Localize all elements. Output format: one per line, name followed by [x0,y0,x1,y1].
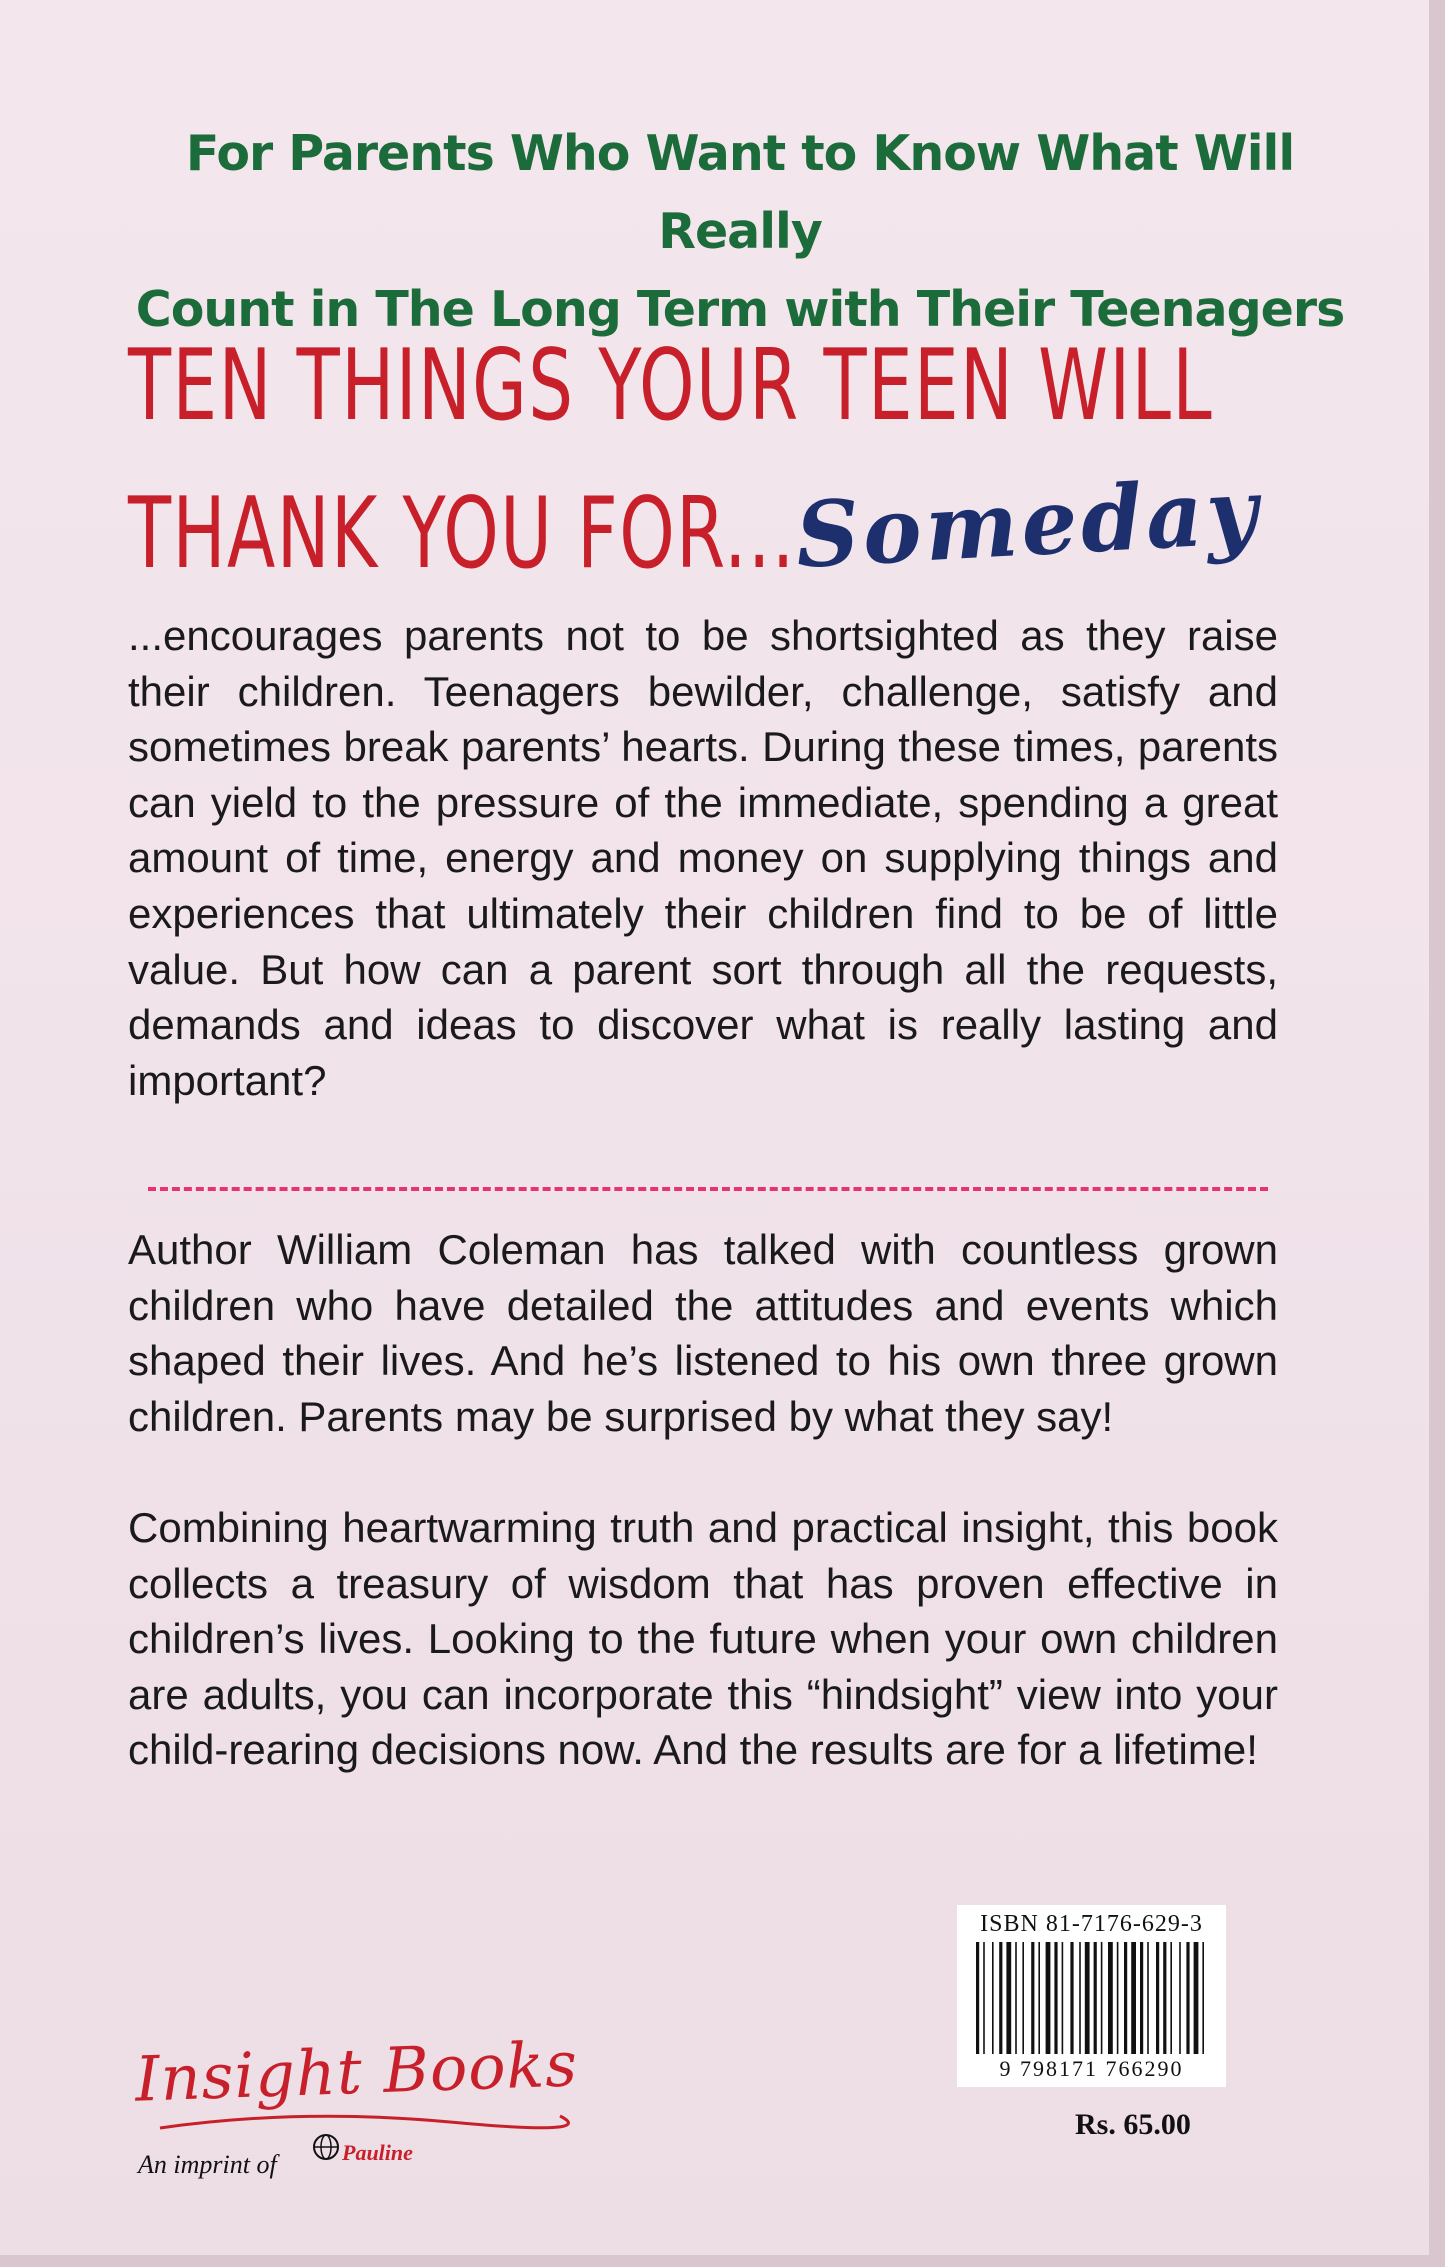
barcode-bar [1163,1942,1166,2054]
barcode-bar [1093,1942,1096,2054]
barcode-bar [976,1942,979,2054]
barcode-bar [1038,1942,1040,2054]
insight-books-logo: Insight Books [133,2027,580,2116]
globe-icon [312,2133,340,2161]
barcode-bar [992,1942,994,2054]
barcode-bar [1108,1942,1113,2054]
barcode-bar [1084,1942,1089,2054]
barcode-bar [983,1942,985,2054]
barcode-bar [1079,1942,1081,2054]
barcode-bar [1070,1942,1073,2054]
barcode-bar [1116,1942,1118,2054]
barcode-bar [999,1942,1002,2054]
title-emphasis: Someday [793,458,1264,590]
imprint-text: An imprint of [138,2150,277,2179]
barcode-bar [1061,1942,1063,2054]
pauline-logo [342,2140,413,2166]
barcode-bar [1022,1942,1024,2054]
closing-paragraph: Combining heartwarming truth and practical insight, this book collects a treasury of wisdom that has proven effective in children’s lives. Looking to the future when your own children are adults, you can incorporate this “hindsight” view into your child-rearing decisions now. And the results are for a lifetime! [128,1504,1278,1774]
tagline-line-2: Count in The Long Term with Their Teenagers [135,281,1345,338]
barcode-bar [1193,1942,1198,2054]
intro-paragraph: ...encourages parents not to be shortsighted as they raise their children. Teenagers bewilder, challenge, satisfy and sometimes break parents’ hearts. During these times, parents can yield to the pressure of the immediate, spending a great amount of time, energy and money on supplying things and experiences that ultimately their children find to be of little value. But how can a parent sort through all the requests, demands and ideas to discover what is really lasting and important? [128,612,1278,1104]
barcode-bar [1202,1942,1204,2054]
logo-swash [150,2108,570,2138]
barcode-bar [1031,1942,1034,2054]
pauline-text: Pauline [342,2140,413,2165]
author-paragraph: Author William Coleman has talked with countless grown children who have detailed the attitudes and events which shaped their lives. And he’s listened to his own three grown children. Parents may be surprised by what they say! [128,1226,1278,1440]
barcode-bars [972,1942,1212,2054]
price-label: Rs. 65.00 [1075,2108,1191,2141]
title-line-2-text: THANK YOU FOR... [128,477,796,591]
ean-number: 9 798171 766290 [999,2056,1184,2081]
barcode-bar [1131,1942,1136,2054]
tagline-line-1: For Parents Who Want to Know What Will Really [185,125,1295,260]
section-divider [148,1187,1268,1191]
title-line-2 [128,458,1264,610]
barcode-bar [1140,1942,1143,2054]
barcode-bar [1054,1942,1057,2054]
barcode-bar [1124,1942,1127,2054]
barcode-bar [1156,1942,1159,2054]
barcode-bar [1147,1942,1149,2054]
title-line-1: TEN THINGS YOUR TEEN WILL [128,329,1214,443]
barcode-box [957,1905,1226,2087]
barcode-bar [1179,1942,1181,2054]
barcode-bar [1100,1942,1102,2054]
isbn-number: ISBN 81-7176-629-3 [980,1911,1203,1937]
barcode-bar [1015,1942,1017,2054]
barcode-bar [1006,1942,1011,2054]
book-title [128,312,1264,610]
barcode-bar [1170,1942,1172,2054]
barcode-bar [1045,1942,1050,2054]
barcode-bar [1186,1942,1189,2054]
